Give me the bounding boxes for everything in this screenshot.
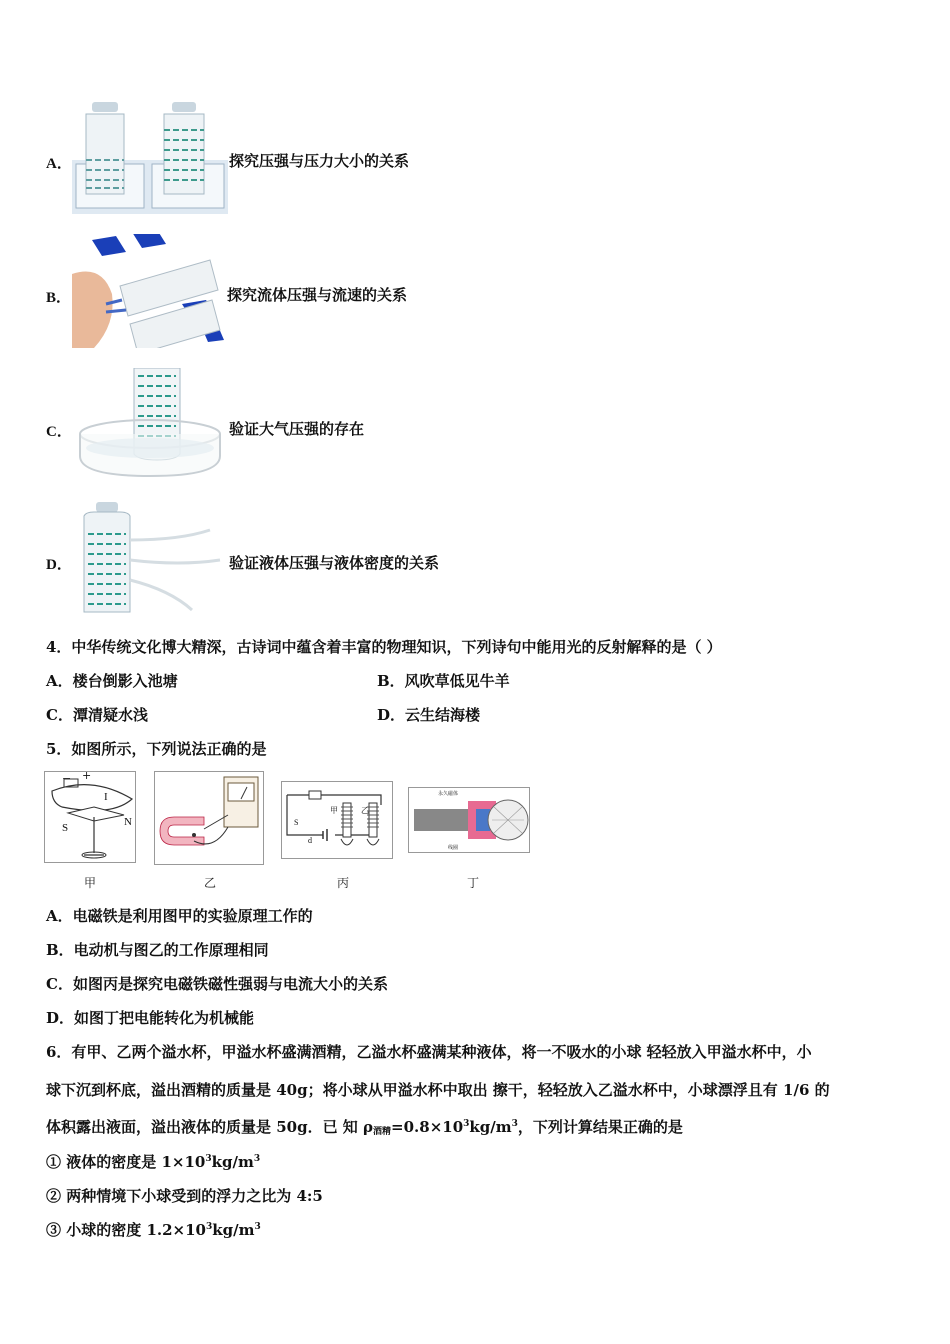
caption-bing: 丙 (337, 876, 350, 890)
bottles-on-sponge-figure (72, 100, 228, 214)
s3-exp-superscript: 3 (205, 1222, 213, 1232)
q6-line-3-b: =0.8×10 (391, 1118, 464, 1136)
s3-unit-superscript: 3 (254, 1222, 261, 1232)
q5-option-c: C．如图丙是探究电磁铁磁性强弱与电流大小的关系 (46, 975, 388, 993)
alcohol-subscript: 酒精 (373, 1127, 392, 1137)
q6-s3-a: ③ 小球的密度 1.2×10 (46, 1221, 206, 1239)
q6-statement-2: ② 两种情境下小球受到的浮力之比为 4:5 (46, 1187, 323, 1205)
q6-s1-b: kg/m (211, 1153, 254, 1171)
option-text-b: 探究流体压强与流速的关系 (227, 286, 408, 304)
q6-s1-a: ① 液体的密度是 1×10 (46, 1153, 206, 1171)
figure-jia-oersted (44, 771, 136, 863)
q5-option-a: A．电磁铁是利用图甲的实验原理工作的 (46, 907, 313, 925)
ding-coil-label: 线圈 (448, 845, 459, 851)
exp-superscript: 3 (463, 1119, 470, 1129)
jia-s-label: S (62, 822, 69, 834)
q4-option-c: C．潭清疑水浅 (46, 706, 148, 724)
option-letter-b: B． (46, 290, 72, 306)
inverted-bottle-in-dish-figure (72, 368, 228, 482)
bing-jia-label: 甲 (330, 806, 338, 815)
q6-statement-1 (46, 1152, 260, 1172)
jia-plus-label: + (82, 769, 92, 782)
figure-yi-galvanometer (154, 771, 264, 865)
option-text-c: 验证大气压强的存在 (229, 420, 365, 438)
bottle-with-water-jets-figure (72, 500, 228, 616)
q5-option-d: D．如图丁把电能转化为机械能 (46, 1009, 255, 1027)
q6-line-3 (46, 1117, 683, 1142)
q6-line-1: 6．有甲、乙两个溢水杯，甲溢水杯盛满酒精，乙溢水杯盛满某种液体，将一不吸水的小球 轻轻放入甲溢水杯中，小 (46, 1043, 812, 1061)
unit-superscript: 3 (511, 1119, 518, 1129)
s1-unit-superscript: 3 (253, 1154, 261, 1164)
jia-minus-label: − (62, 772, 72, 785)
q4-option-b: B．风吹草低见牛羊 (377, 672, 510, 690)
q4-option-d: D．云生结海楼 (377, 706, 481, 724)
q6-line-2: 球下沉到杯底，溢出酒精的质量是 40g；将小球从甲溢水杯中取出 擦干，轻轻放入乙溢水杯中，小球漂浮且有 1/6 的 (46, 1081, 830, 1099)
ding-magnet-label: 永久磁体 (438, 791, 459, 797)
q6-line-3-d: ，下列计算结果正确的是 (517, 1118, 683, 1136)
jia-current-label: I (104, 791, 108, 803)
q5-stem: 5．如图所示，下列说法正确的是 (46, 740, 267, 758)
option-letter-a: A． (46, 156, 72, 172)
caption-jia: 甲 (84, 876, 97, 890)
figure-ding-microphone (408, 787, 530, 853)
bing-yi-label: 乙 (361, 806, 369, 815)
q4-option-a: A．楼台倒影入池塘 (46, 672, 178, 690)
q6-statement-3 (46, 1220, 261, 1240)
bing-s-label: S (294, 818, 299, 827)
jia-n-label: N (124, 816, 132, 828)
option-letter-c: C． (46, 424, 72, 440)
q6-s3-b: kg/m (212, 1221, 255, 1239)
option-text-d: 验证液体压强与液体密度的关系 (229, 554, 440, 572)
q6-line-3-c: kg/m (469, 1118, 512, 1136)
q6-line-3-a: 体积露出液面，溢出液体的质量是 50g．已 知 ρ (46, 1118, 374, 1136)
q5-option-b: B．电动机与图乙的工作原理相同 (46, 941, 269, 959)
option-letter-d: D． (46, 557, 72, 573)
caption-yi: 乙 (204, 876, 217, 890)
s1-exp-superscript: 3 (205, 1154, 212, 1164)
blowing-between-bottles-figure (72, 234, 224, 348)
option-text-a: 探究压强与压力大小的关系 (229, 152, 410, 170)
q4-stem: 4．中华传统文化博大精深，古诗词中蕴含着丰富的物理知识，下列诗句中能用光的反射解释的是（ ） (46, 638, 722, 656)
bing-d-label: d (308, 836, 312, 845)
caption-ding: 丁 (467, 876, 480, 890)
